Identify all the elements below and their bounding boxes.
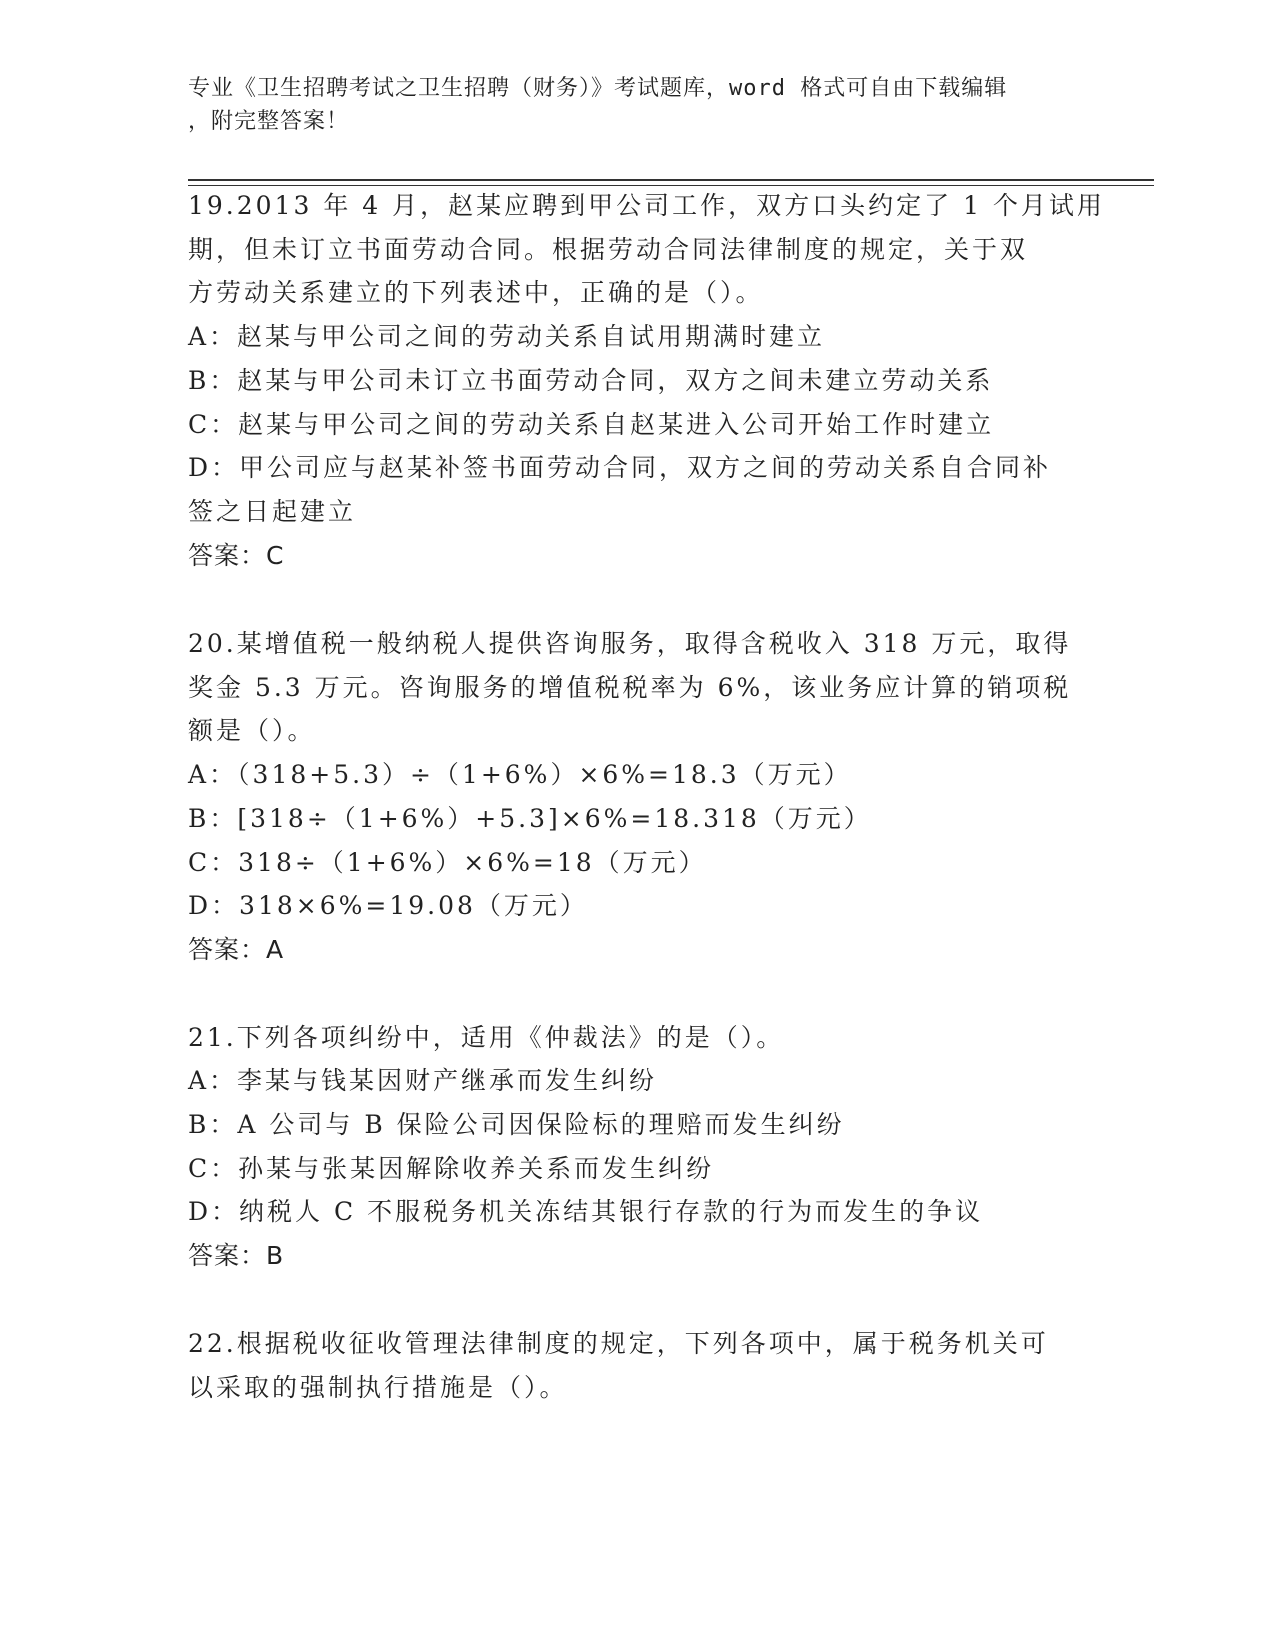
question-20-option-a: A：（318+5.3）÷（1+6%）×6%=18.3（万元） xyxy=(188,760,852,789)
question-21-answer: 答案：B xyxy=(188,1241,285,1270)
question-19-option-c: C：赵某与甲公司之间的劳动关系自赵某进入公司开始工作时建立 xyxy=(188,410,995,439)
question-19-option-d: 签之日起建立 xyxy=(188,497,357,526)
question-20-option-b: B：[318÷（1+6%）+5.3]×6%=18.318（万元） xyxy=(188,804,872,833)
question-21-option-c: C：孙某与张某因解除收养关系而发生纠纷 xyxy=(188,1154,715,1183)
question-19-stem: 方劳动关系建立的下列表述中，正确的是（）。 xyxy=(188,278,764,307)
question-19-option-a: A：赵某与甲公司之间的劳动关系自试用期满时建立 xyxy=(188,322,826,351)
question-21-stem: 21.下列各项纠纷中，适用《仲裁法》的是（）。 xyxy=(188,1023,785,1052)
question-20-stem: 奖金 5.3 万元。咨询服务的增值税税率为 6%，该业务应计算的销项税 xyxy=(188,673,1072,702)
header-divider xyxy=(188,179,1154,181)
question-19-option-d: D：甲公司应与赵某补签书面劳动合同，双方之间的劳动关系自合同补 xyxy=(188,453,1052,482)
header-line: ，附完整答案！ xyxy=(188,109,350,134)
document-header xyxy=(188,72,1088,138)
question-22-stem: 以采取的强制执行措施是（）。 xyxy=(188,1373,568,1402)
question-20-stem: 额是（）。 xyxy=(188,716,316,745)
question-20-stem: 20.某增值税一般纳税人提供咨询服务，取得含税收入 318 万元，取得 xyxy=(188,629,1072,658)
question-20-option-c: C：318÷（1+6%）×6%=18（万元） xyxy=(188,848,707,877)
question-22-stem: 22.根据税收征收管理法律制度的规定，下列各项中，属于税务机关可 xyxy=(188,1329,1049,1358)
question-19-stem: 19.2013 年 4 月，赵某应聘到甲公司工作，双方口头约定了 1 个月试用 xyxy=(188,191,1105,220)
question-19-answer: 答案：C xyxy=(188,541,285,570)
question-21-option-b: B：A 公司与 B 保险公司因保险标的理赔而发生纠纷 xyxy=(188,1110,845,1139)
question-19-option-b: B：赵某与甲公司未订立书面劳动合同，双方之间未建立劳动关系 xyxy=(188,366,994,395)
question-20-option-d: D：318×6%=19.08（万元） xyxy=(188,891,588,920)
question-19-stem: 期，但未订立书面劳动合同。根据劳动合同法律制度的规定，关于双 xyxy=(188,235,1029,264)
header-line: 专业《卫生招聘考试之卫生招聘（财务）》考试题库，word 格式可自由下载编辑 xyxy=(188,76,1008,101)
question-21-option-d: D：纳税人 C 不服税务机关冻结其银行存款的行为而发生的争议 xyxy=(188,1197,984,1226)
question-21-option-a: A：李某与钱某因财产继承而发生纠纷 xyxy=(188,1066,658,1095)
question-20-answer: 答案：A xyxy=(188,935,285,964)
